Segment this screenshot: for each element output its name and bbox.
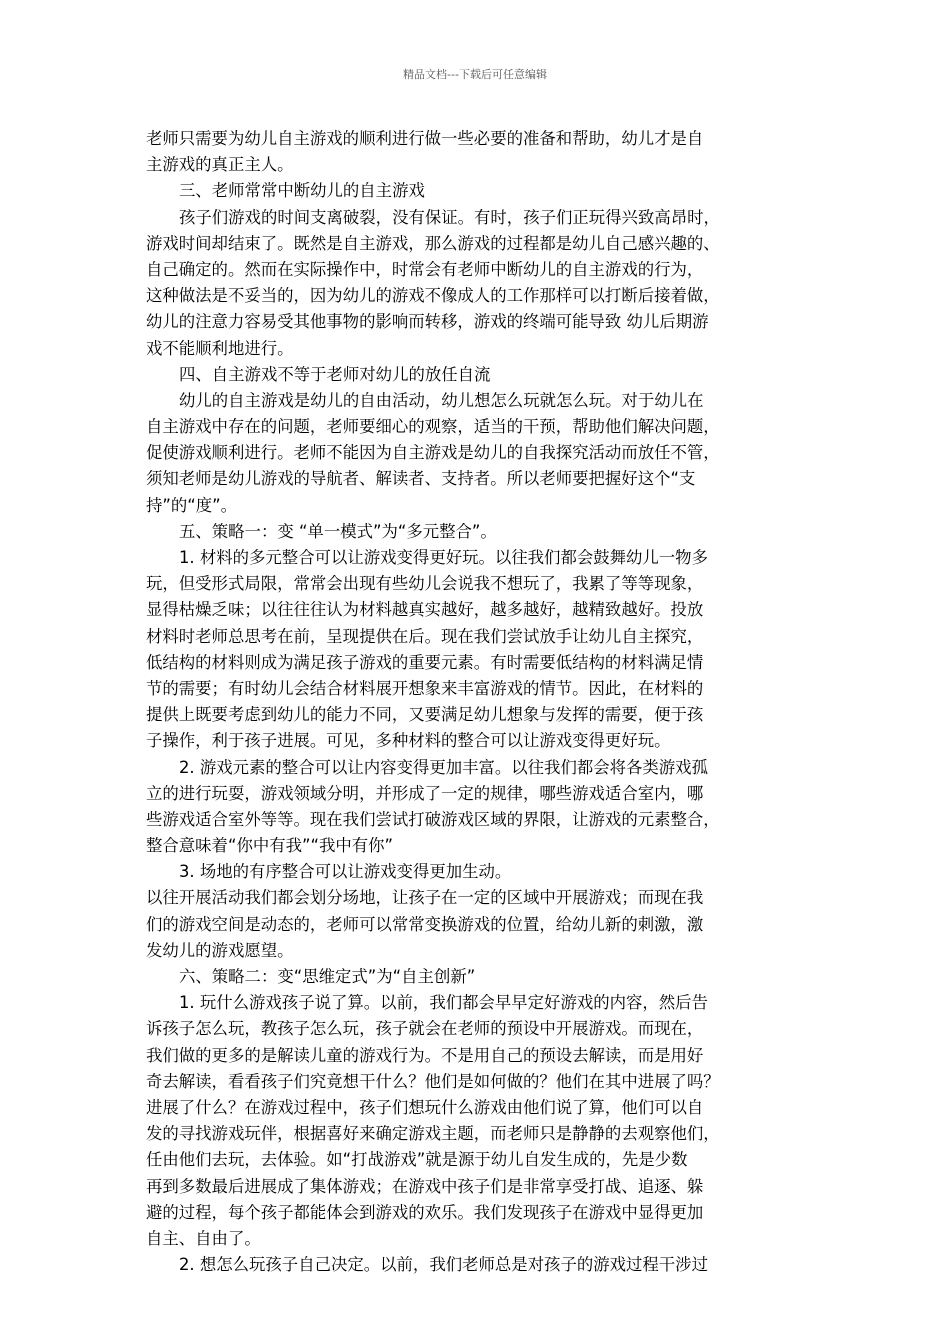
text-line: 节的需要；有时幼儿会结合材料展开想象来丰富游戏的情节。因此，在材料的 [146,678,704,698]
text-line: 发幼儿的游戏愿望。 [146,940,294,960]
text-line: 自己确定的。然而在实际操作中，时常会有老师中断幼儿的自主游戏的行为， [146,259,704,279]
text-line: 三、老师常常中断幼儿的自主游戏 [179,181,425,201]
text-line: 六、策略二：变“思维定式”为“自主创新” [179,967,476,986]
text-line: 整合意味着“你中有我”“我中有你” [146,836,394,856]
text-line: 四、自主游戏不等于老师对幼儿的放任自流 [179,364,491,384]
text-line: 再到多数最后进展成了集体游戏；在游戏中孩子们是非常享受打战、追逐、躲 [146,1176,704,1196]
text-line: 子操作，利于孩子进展。可见，多种材料的整合可以让游戏变得更好玩。 [146,731,671,751]
text-line: 须知老师是幼儿游戏的导航者、解读者、支持者。所以老师要把握好这个“支 [146,469,696,489]
document-body [146,126,808,1278]
text-line: 们的游戏空间是动态的，老师可以常常变换游戏的位置，给幼儿新的刺激，激 [146,914,704,934]
text-line: 1. 玩什么游戏孩子说了算。以前，我们都会早早定好游戏的内容，然后告 [179,993,708,1013]
text-line: 诉孩子怎么玩，教孩子怎么玩，孩子就会在老师的预设中开展游戏。而现在， [146,1019,704,1039]
text-line: 提供上既要考虑到幼儿的能力不同，又要满足幼儿想象与发挥的需要，便于孩 [146,705,704,725]
text-line: 显得枯燥乏味；以往往往认为材料越真实越好，越多越好，越精致越好。投放 [146,600,704,620]
text-line: 发的寻找游戏玩伴，根据喜好来确定游戏主题，而老师只是静静的去观察他们， [146,1124,720,1144]
text-line: 我们做的更多的是解读儿童的游戏行为。不是用自己的预设去解读，而是用好 [146,1045,704,1065]
text-line: 任由他们去玩，去体验。如“打战游戏”就是源于幼儿自发生成的，先是少数 [146,1150,688,1170]
text-line: 戏不能顺利地进行。 [146,338,294,358]
text-line: 些游戏适合室外等等。现在我们尝试打破游戏区域的界限，让游戏的元素整合， [146,809,720,829]
page-header: 精品文档---下载后可任意编辑 [403,68,547,81]
text-line: 以往开展活动我们都会划分场地，让孩子在一定的区域中开展游戏；而现在我 [146,888,704,908]
text-line: 玩，但受形式局限，常常会出现有些幼儿会说我不想玩了，我累了等等现象， [146,574,704,594]
text-line: 老师只需要为幼儿自主游戏的顺利进行做一些必要的准备和帮助，幼儿才是自 [146,129,704,148]
text-line: 主游戏的真正主人。 [146,155,294,175]
text-line: 低结构的材料则成为满足孩子游戏的重要元素。有时需要低结构的材料满足情 [146,652,704,672]
text-line: 幼儿的自主游戏是幼儿的自由活动，幼儿想怎么玩就怎么玩。对于幼儿在 [179,390,704,410]
text-line: 进展了什么？在游戏过程中，孩子们想玩什么游戏由他们说了算，他们可以自 [146,1097,704,1117]
text-line: 幼儿的注意力容易受其他事物的影响而转移，游戏的终端可能导致 幼儿后期游 [146,312,709,332]
text-line: 3. 场地的有序整合可以让游戏变得更加生动。 [179,862,512,882]
text-line: 2. 游戏元素的整合可以让内容变得更加丰富。以往我们都会将各类游戏孤 [179,757,708,777]
text-line: 这种做法是不妥当的，因为幼儿的游戏不像成人的工作那样可以打断后接着做， [146,286,720,306]
text-line: 促使游戏顺利进行。老师不能因为自主游戏是幼儿的自我探究活动而放任不管， [146,443,720,463]
text-line: 立的进行玩耍，游戏领域分明，并形成了一定的规律，哪些游戏适合室内，哪 [146,783,704,803]
text-line: 奇去解读，看看孩子们究竟想干什么？他们是如何做的？他们在其中进展了吗？ [146,1071,720,1091]
text-line: 材料时老师总思考在前，呈现提供在后。现在我们尝试放手让幼儿自主探究， [146,626,704,646]
text-line: 五、策略一：变 “单一模式”为“多元整合”。 [179,521,497,541]
text-line: 游戏时间却结束了。既然是自主游戏，那么游戏的过程都是幼儿自己感兴趣的、 [146,233,720,253]
text-line: 自主游戏中存在的问题，老师要细心的观察，适当的干预，帮助他们解决问题， [146,417,720,437]
text-line: 避的过程，每个孩子都能体会到游戏的欢乐。我们发现孩子在游戏中显得更加 [146,1202,704,1222]
text-line: 孩子们游戏的时间支离破裂，没有保证。有时，孩子们正玩得兴致高昂时， [179,207,720,227]
text-line: 1. 材料的多元整合可以让游戏变得更好玩。以往我们都会鼓舞幼儿一物多 [179,548,708,567]
text-line: 2. 想怎么玩孩子自己决定。以前，我们老师总是对孩子的游戏过程干涉过 [179,1255,708,1275]
text-line: 持”的“度”。 [146,495,238,515]
text-line: 自主、自由了。 [146,1228,261,1248]
